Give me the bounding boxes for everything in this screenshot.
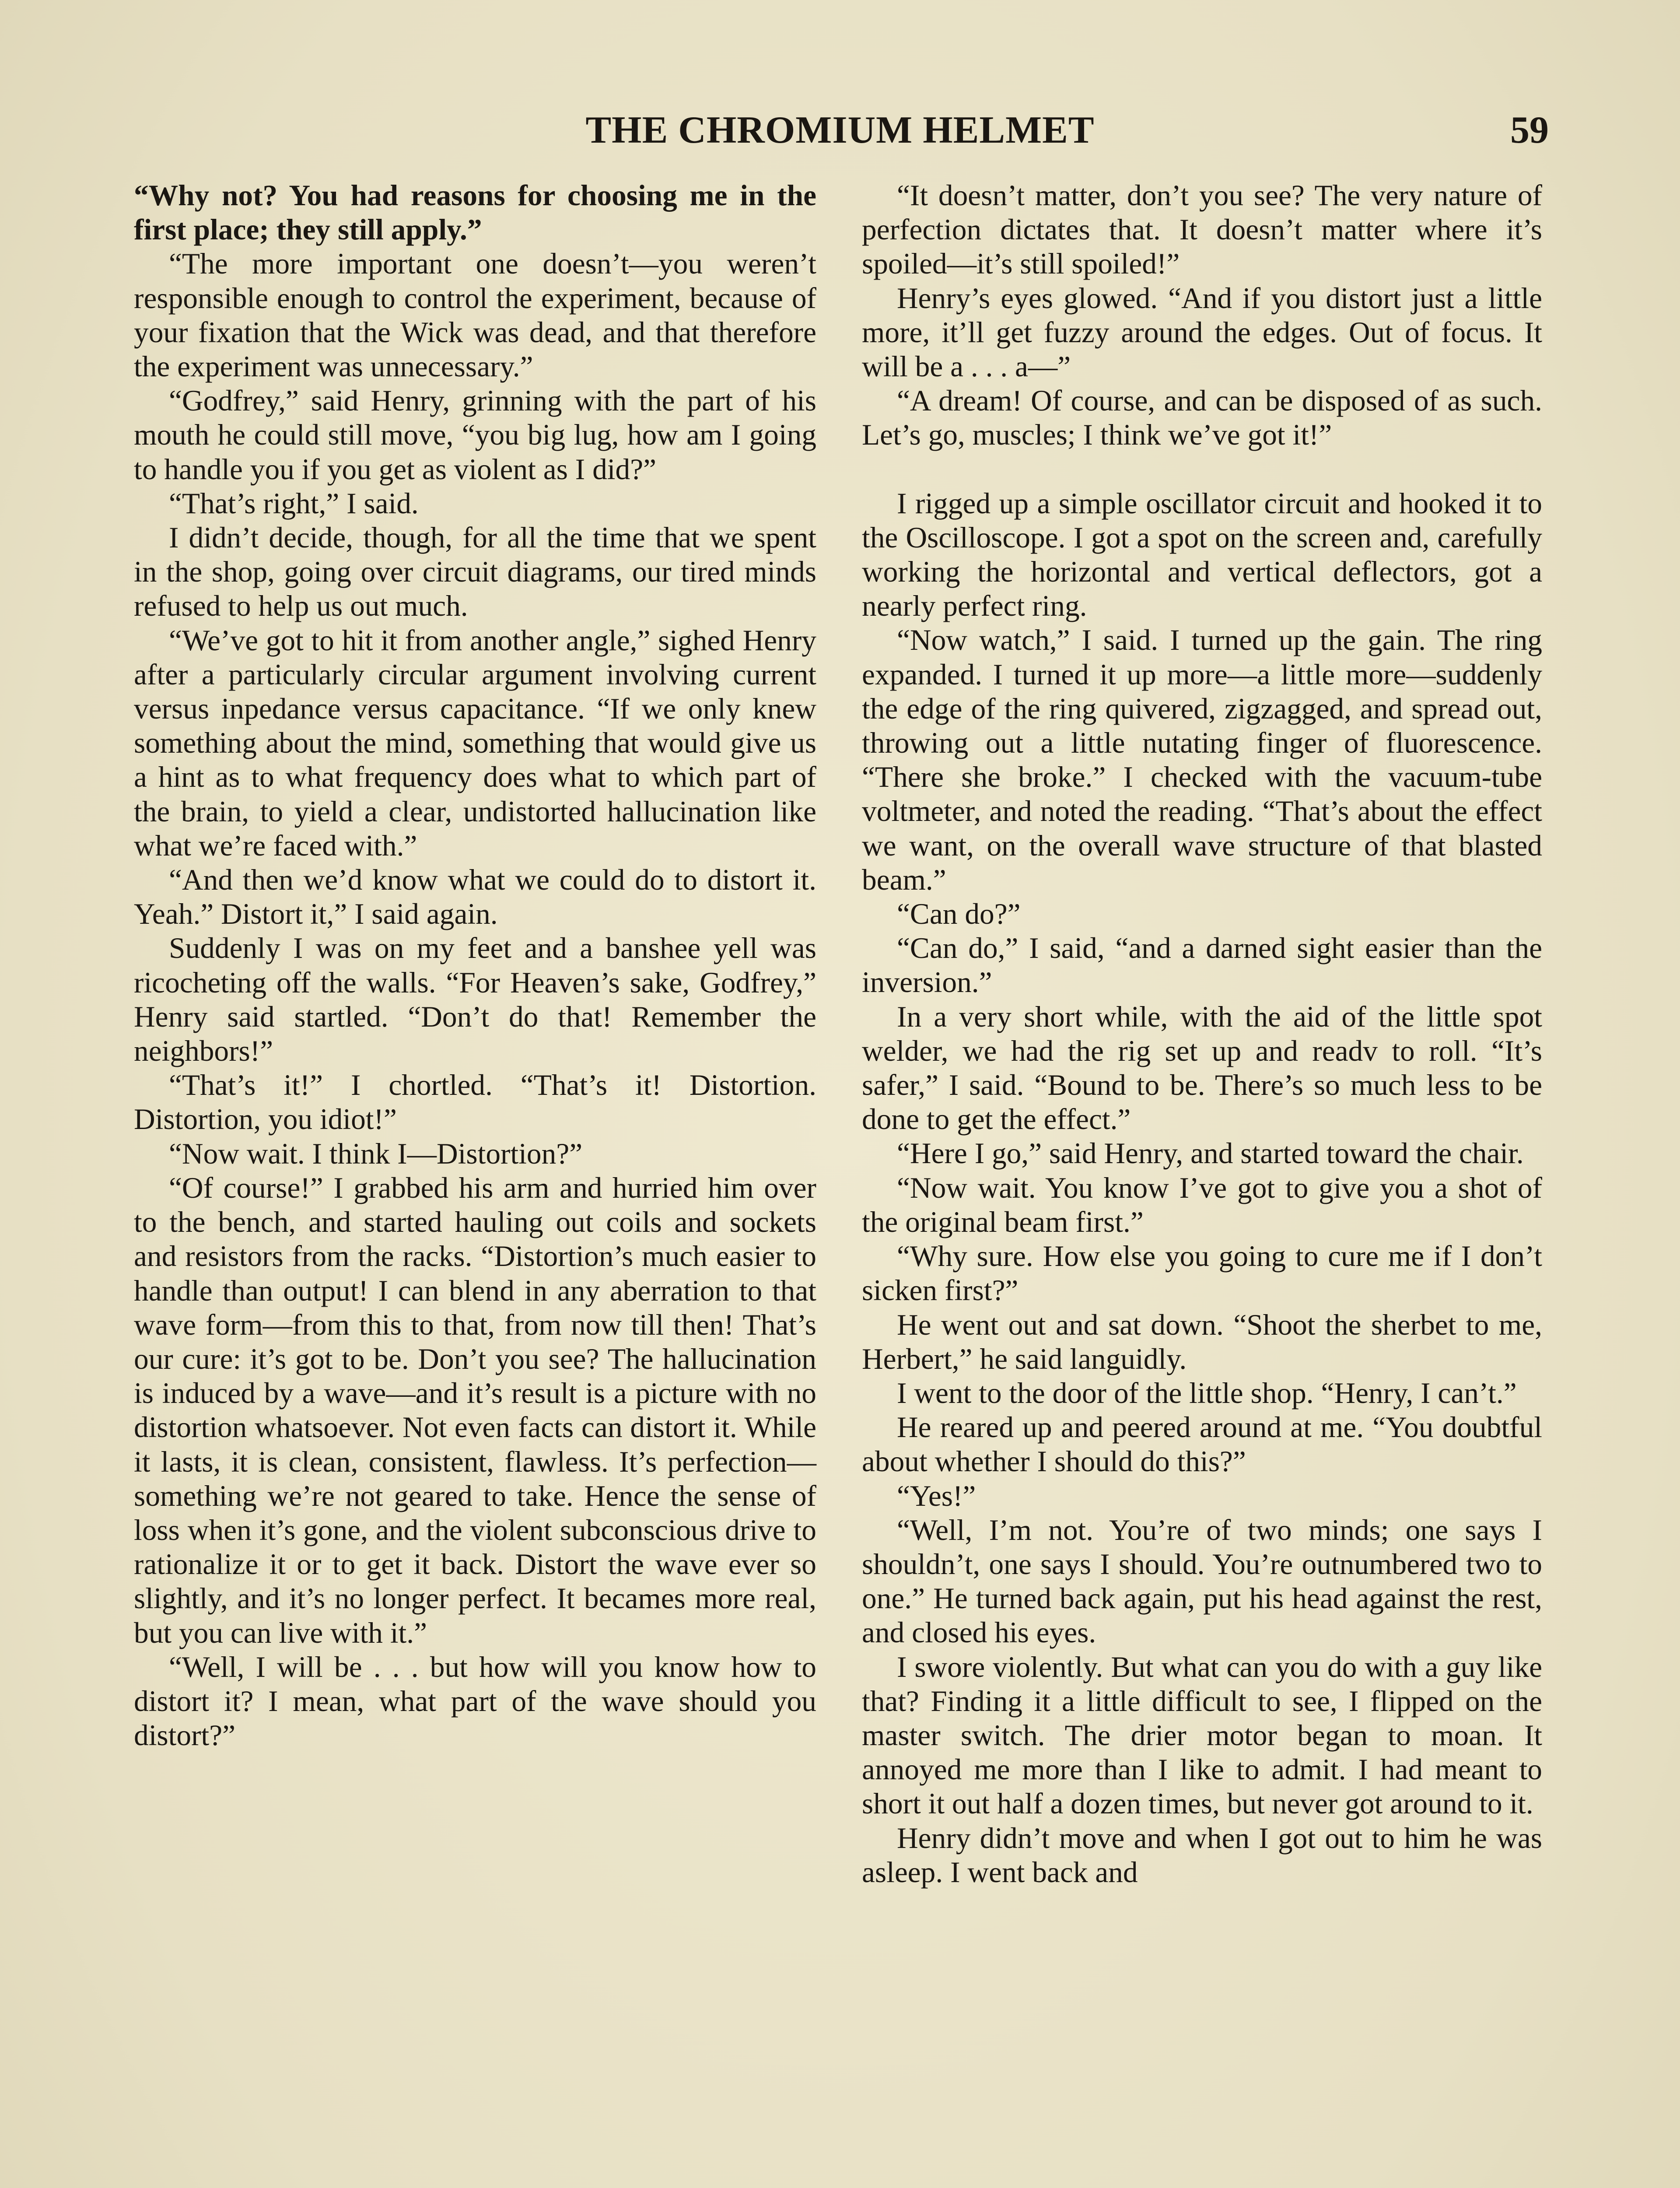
paragraph: “Of course!” I grabbed his arm and hurried him over to the bench, and started hauling out coils and sockets and resistors from the racks. “Distortion’s much easier to handle than output! I can blend in any aberration to that wave form—from this to that, from now till then! That’s our cure: it’s got to be. Don’t you see? The hallucination is induced by a wave—and it’s result is a picture with no distortion whatsoever. Not even facts can distort it. While it lasts, it is clean, consistent, flawless. It’s perfection—something we’re not geared to take. Hence the sense of loss when it’s gone, and the violent subconscious drive to rationalize it or to get it back. Distort the wave ever so slightly, and it’s no longer perfect. It becames more real, but you can live with it.”: [134, 1171, 816, 1649]
paragraph: “That’s it!” I chortled. “That’s it! Distortion. Distortion, you idiot!”: [134, 1069, 816, 1136]
right-text-column: [862, 179, 1542, 1890]
paragraph: “It doesn’t matter, don’t you see? The very nature of perfection dictates that. It doesn’t matter where it’s spoiled—it’s still spoiled!”: [862, 179, 1542, 281]
page-header: [131, 109, 1549, 157]
paragraph: In a very short while, with the aid of the little spot welder, we had the rig set up and readv to roll. “It’s safer,” I said. “Bound to be. There’s so much less to be done to get the effect.”: [862, 1000, 1542, 1136]
paragraph: “Well, I will be . . . but how will you know how to distort it? I mean, what part of the wave should you distort?”: [134, 1650, 816, 1752]
paragraph: Suddenly I was on my feet and a banshee yell was ricocheting off the walls. “For Heaven’s sake, Godfrey,” Henry said startled. “Don’t do that! Remember the neighbors!”: [134, 932, 816, 1068]
paragraph: He reared up and peered around at me. “You doubtful about whether I should do this?”: [862, 1411, 1542, 1478]
paragraph: I rigged up a simple oscillator circuit and hooked it to the Oscilloscope. I got a spot on the screen and, carefully working the horizontal and vertical deflectors, got a nearly perfect ring.: [862, 487, 1542, 623]
paragraph: He went out and sat down. “Shoot the sherbet to me, Herbert,” he said languidly.: [862, 1308, 1542, 1375]
paragraph: “Can do?”: [897, 898, 1021, 931]
paragraph: “Can do,” I said, “and a darned sight easier than the inversion.”: [862, 932, 1542, 999]
paragraph: “A dream! Of course, and can be disposed of as such. Let’s go, muscles; I think we’ve got it!”: [862, 384, 1542, 452]
paragraph: I didn’t decide, though, for all the time that we spent in the shop, going over circuit diagrams, our tired minds refused to help us out much.: [134, 521, 816, 623]
paragraph: Henry didn’t move and when I got out to him he was asleep. I went back and: [862, 1821, 1542, 1889]
paragraph: I swore violently. But what can you do with a guy like that? Finding it a little difficult to see, I flipped on the master switch. The drier motor began to moan. It annoyed me more than I like to admit. I had meant to short it out half a dozen times, but never got around to it.: [862, 1650, 1542, 1820]
paragraph: “Now wait. You know I’ve got to give you a shot of the original beam first.”: [862, 1171, 1542, 1238]
paragraph: “We’ve got to hit it from another angle,” sighed Henry after a particularly circular argument involving current versus inpedance versus capacitance. “If we only knew something about the mind, something that would give us a hint as to what frequency does what to which part of the brain, to yield a clear, undistorted hallucination like what we’re faced with.”: [134, 624, 816, 862]
paragraph: “Why not? You had reasons for choosing me in the first place; they still apply.”: [134, 179, 816, 246]
paragraph: “The more important one doesn’t—you weren’t responsible enough to control the experiment, because of your fixation that the Wick was dead, and that therefore the experiment was unnecessary.”: [134, 247, 816, 383]
paragraph: “Why sure. How else you going to cure me if I don’t sicken first?”: [862, 1240, 1542, 1307]
running-title: THE CHROMIUM HELMET: [585, 109, 1095, 151]
paragraph: “Now watch,” I said. I turned up the gain. The ring expanded. I turned it up more—a little more—suddenly the edge of the ring quivered, zigzagged, and spread out, throwing out a little nutating finger of fluorescence. “There she broke.” I checked with the vacuum-tube voltmeter, and noted the reading. “That’s about the effect we want, on the overall wave structure of that blasted beam.”: [862, 624, 1542, 896]
paragraph: “Here I go,” said Henry, and started toward the chair.: [897, 1137, 1524, 1170]
paragraph: “Well, I’m not. You’re of two minds; one says I shouldn’t, one says I should. You’re outnumbered two to one.” He turned back again, put his head against the rest, and closed his eyes.: [862, 1513, 1542, 1649]
left-text-column: [134, 179, 816, 1753]
page-number: 59: [1510, 109, 1549, 151]
paragraph: I went to the door of the little shop. “Henry, I can’t.”: [897, 1376, 1517, 1410]
paragraph: “And then we’d know what we could do to distort it. Yeah.” Distort it,” I said again.: [134, 863, 816, 931]
paragraph: “Now wait. I think I—Distortion?”: [169, 1137, 583, 1170]
paragraph: “Godfrey,” said Henry, grinning with the part of his mouth he could still move, “you big lug, how am I going to handle you if you get as violent as I did?”: [134, 384, 816, 486]
paragraph: “Yes!”: [897, 1479, 976, 1512]
paragraph: Henry’s eyes glowed. “And if you distort just a little more, it’ll get fuzzy around the edges. Out of focus. It will be a . . . a—”: [862, 281, 1542, 383]
paragraph: “That’s right,” I said.: [169, 487, 419, 520]
